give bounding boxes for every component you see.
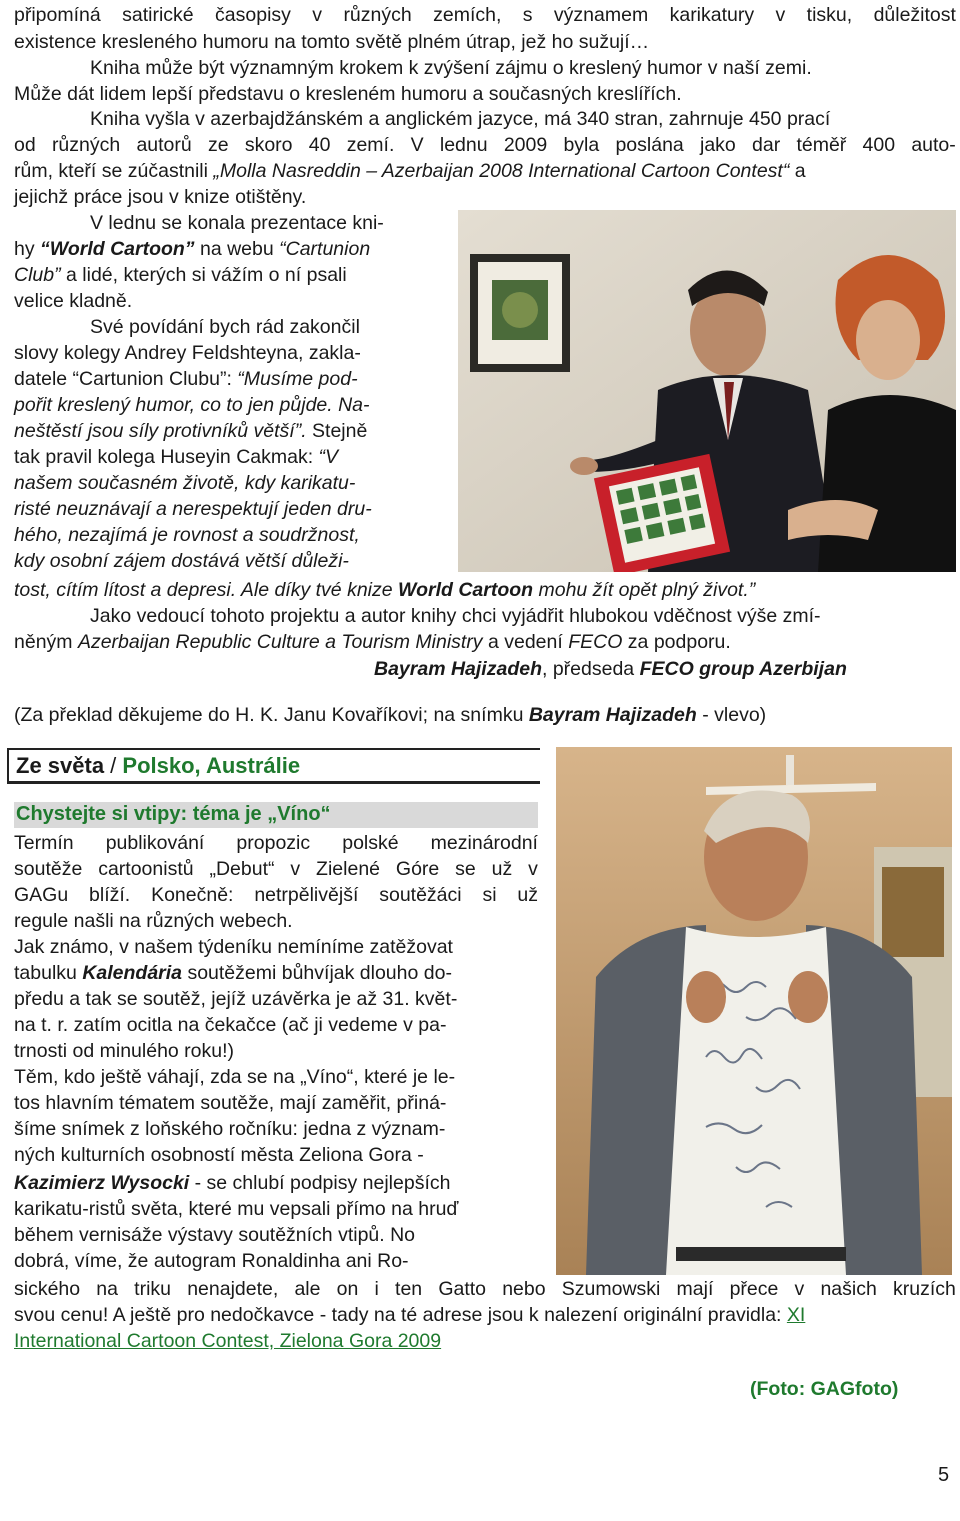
quote: neštěstí jsou síly protivníků větší”. (14, 420, 307, 442)
text: soutěžemi bůhvíjak dlouho do- (182, 962, 452, 984)
section-name: Ze světa (16, 753, 105, 778)
article2-line-20 (14, 1328, 441, 1354)
text: Kniha vyšla v azerbajdžánském a anglickém jazyce, má 340 stran, zahrnuje 450 prací (90, 108, 831, 130)
article2-line-1 (14, 830, 538, 856)
text: během vernisáže výstavy soutěžních vtipů. No (14, 1224, 416, 1246)
word: V (410, 134, 424, 156)
contest-name: „Molla Nasreddin – Azerbaijan 2008 International Cartoon Contest“ (213, 160, 790, 182)
book-presentation-photo (458, 210, 956, 572)
text: velice kladně. (14, 290, 133, 312)
text: ných kulturních osobností města Zeliona Gora - (14, 1144, 424, 1166)
word: mezinárodní (430, 832, 538, 854)
ministry-name: Azerbaijan Republic Culture a Tourism Ministry (77, 631, 483, 653)
word: v (528, 858, 538, 880)
article1-line-1 (14, 2, 956, 28)
article2-line-6 (14, 960, 452, 986)
word: od (14, 134, 36, 156)
word: 2009 (503, 134, 548, 156)
section-title (16, 753, 300, 779)
text: slovy kolegy Andrey Feldshteyna, zakla- (14, 342, 361, 364)
word: si (482, 884, 497, 906)
author-name: Bayram Hajizadeh (374, 658, 542, 680)
text: a (789, 160, 806, 182)
article2-line-14 (14, 1170, 450, 1196)
word: 40 (308, 134, 331, 156)
word: v (775, 4, 786, 26)
word: autorů (136, 134, 192, 156)
text: na webu (194, 238, 280, 260)
word: polské (342, 832, 399, 854)
word: poslána (615, 134, 684, 156)
rules-link-start[interactable]: XI (786, 1304, 806, 1326)
article1-line-2 (14, 29, 649, 55)
article1-line-16 (14, 392, 370, 418)
text: regule našli na různých webech. (14, 910, 293, 932)
word: Termín (14, 832, 74, 854)
article1-line-5 (90, 106, 830, 132)
word: 400 (862, 134, 896, 156)
word: ale (294, 1278, 321, 1300)
person-name: Kazimierz Wysocki (14, 1172, 190, 1194)
article1-line-20 (14, 496, 372, 522)
article2-line-5 (14, 934, 453, 960)
article1-line-18 (14, 444, 338, 470)
text: něným (14, 631, 78, 653)
article1-line-9 (90, 210, 384, 236)
article1-signature (374, 656, 847, 682)
subhead-text: Chystejte si vtipy: téma je „Víno“ (16, 803, 331, 825)
quote: risté neuznávají a nerespektují jeden dru- (14, 498, 372, 520)
word: on (336, 1278, 359, 1300)
word: lednu (439, 134, 488, 156)
article2-line-7 (14, 986, 457, 1012)
article1-line-21 (14, 522, 360, 548)
word: v (794, 1278, 805, 1300)
header-rule-bottom (7, 781, 540, 784)
word: triku (134, 1278, 172, 1300)
text: Stejně (306, 420, 368, 442)
word: skoro (244, 134, 293, 156)
header-rule-top (7, 748, 540, 750)
word: přece (729, 1278, 779, 1300)
word: významem (553, 4, 649, 26)
article1-line-22 (14, 548, 349, 574)
article1-line-25 (14, 629, 731, 655)
article2-line-18 (14, 1276, 956, 1302)
article2-line-10 (14, 1064, 455, 1090)
text: trnosti od minulého roku!) (14, 1040, 235, 1062)
text: V lednu se konala prezentace kni- (90, 212, 384, 234)
article1-line-23 (14, 577, 755, 603)
article1-line-24 (90, 603, 821, 629)
word: Szumowski (561, 1278, 661, 1300)
photo-credit (750, 1376, 898, 1402)
text: Kniha může být významným krokem k zvýšení zájmu o kreslený humor v naší zemi. (90, 57, 812, 79)
word: „Debut“ (209, 858, 275, 880)
text: - vlevo) (696, 704, 767, 726)
quote: mohu žít opět plný život.” (533, 579, 756, 601)
word: s (522, 4, 533, 26)
article2-line-19 (14, 1302, 805, 1328)
page-number: 5 (938, 1464, 950, 1486)
word: nenajdete, (187, 1278, 279, 1300)
text: Těm, kdo ještě váhají, zda se na „Víno“, které je le- (14, 1066, 456, 1088)
article1-line-6 (14, 132, 956, 158)
word: Konečně: (151, 884, 234, 906)
word: už (517, 884, 538, 906)
word: auto- (911, 134, 956, 156)
text: tabulku (14, 962, 83, 984)
word: v (290, 858, 301, 880)
club-name: “Cartunion (279, 238, 371, 260)
book-title: “World Cartoon” (40, 238, 195, 260)
word: jako (700, 134, 736, 156)
text: datele “Cartunion Clubu”: (14, 368, 238, 390)
word: se (455, 858, 476, 880)
word: důležitost (873, 4, 956, 26)
person-name: Bayram Hajizadeh (528, 704, 697, 726)
article1-line-15 (14, 366, 358, 392)
article2-line-8 (14, 1012, 446, 1038)
word: i (374, 1278, 379, 1300)
rules-link[interactable]: International Cartoon Contest, Zielona Gora 2009 (14, 1330, 442, 1352)
header-rule-left (7, 748, 9, 784)
word: sického (14, 1278, 81, 1300)
text: rům, kteří se zúčastnili (14, 160, 214, 182)
article2-line-9 (14, 1038, 234, 1064)
word: našich (820, 1278, 877, 1300)
word: cartoonistů (98, 858, 194, 880)
org-name: FECO (568, 631, 623, 653)
text: jejichž práce jsou v knize otištěny. (14, 186, 307, 208)
text: a lidé, kterých si vážím o ní psali (60, 264, 347, 286)
word: publikování (105, 832, 205, 854)
text: - se chlubí podpisy nejlepších (189, 1172, 451, 1194)
word: ze (207, 134, 229, 156)
club-name: Club” (14, 264, 61, 286)
text: na t. r. zatím ocitla na čekačce (ač ji vedeme v pa- (14, 1014, 447, 1036)
book-title: World Cartoon (398, 579, 534, 601)
word: satirické (122, 4, 194, 26)
quote: pořit kreslený humor, co to jen půjde. Na- (14, 394, 370, 416)
text: , předseda (542, 658, 640, 680)
word: Góre (395, 858, 440, 880)
text: karikatu-ristů světa, které mu vepsali přímo na hruď (14, 1198, 459, 1220)
word: časopisy (215, 4, 291, 26)
text: za podporu. (622, 631, 731, 653)
text: Jak známo, v našem týdeníku nemíníme zatěžovat (14, 936, 453, 958)
article1-line-11 (14, 262, 347, 288)
article1-line-12 (14, 288, 132, 314)
word: téměř (796, 134, 847, 156)
word: Zielené (316, 858, 381, 880)
quote: “V (318, 446, 339, 468)
quote: tost, cítím lítost a depresi. Ale díky tvé knize (14, 579, 399, 601)
word: ten (395, 1278, 423, 1300)
article1-line-14 (14, 340, 361, 366)
text: šíme snímek z loňského ročníku: jedna z význam- (14, 1118, 446, 1140)
word: karikatury (669, 4, 755, 26)
org-name: FECO group Azerbijan (639, 658, 847, 680)
word: propozic (236, 832, 311, 854)
word: netrpělivější (254, 884, 359, 906)
article2-line-11 (14, 1090, 446, 1116)
word: na (96, 1278, 118, 1300)
word: soutěže (14, 858, 83, 880)
column-name: Kalendária (82, 962, 183, 984)
article2-line-2 (14, 856, 538, 882)
text: tak pravil kolega Huseyin Cakmak: (14, 446, 319, 468)
quote: kdy osobní zájem dostává větší důleži- (14, 550, 349, 572)
photo-illustration (458, 210, 956, 572)
quote: našem současném životě, kdy karikatu- (14, 472, 356, 494)
text: Jako vedoucí tohoto projektu a autor knihy chci vyjádřit hlubokou vděčnost výše zmí- (90, 605, 821, 627)
photo-illustration (556, 747, 952, 1275)
word: různých (343, 4, 412, 26)
word: v (312, 4, 323, 26)
word: blíží. (89, 884, 131, 906)
word: připomíná (14, 4, 101, 26)
text: Své povídání bych rád zakončil (90, 316, 360, 338)
text: a vedení (482, 631, 569, 653)
quote: “Musíme pod- (237, 368, 358, 390)
article2-line-15 (14, 1196, 458, 1222)
text: svou cenu! A ještě pro nedočkavce - tady na té adrese jsou k nalezení originální pravidla: (14, 1304, 787, 1326)
word: Gatto (438, 1278, 487, 1300)
text: Může dát lidem lepší představu o kresleném humoru a současných kreslířích. (14, 83, 682, 105)
word: soutěžáci (379, 884, 462, 906)
separator: / (104, 753, 123, 778)
article2-line-17 (14, 1248, 409, 1274)
word: GAGu (14, 884, 69, 906)
article1-line-10 (14, 236, 370, 262)
article1-line-7 (14, 158, 806, 184)
word: dar (752, 134, 781, 156)
section-header (7, 748, 540, 784)
word: kruzích (892, 1278, 956, 1300)
article2-line-16 (14, 1222, 415, 1248)
article1-line-13 (90, 314, 360, 340)
text: (Za překlad děkujeme do H. K. Janu Kovaříkovi; na snímku (14, 704, 529, 726)
word: nebo (502, 1278, 546, 1300)
article1-line-17 (14, 418, 367, 444)
article2-line-4 (14, 908, 293, 934)
article2-subhead (14, 802, 538, 828)
text: tos hlavním tématem soutěže, mají zaměřit, přiná- (14, 1092, 447, 1114)
quote: hého, nezajímá je rovnost a soudržnost, (14, 524, 360, 546)
word: zemích, (433, 4, 502, 26)
article1-caption (14, 702, 766, 728)
article2-line-12 (14, 1116, 445, 1142)
word: byla (563, 134, 600, 156)
article1-line-3 (90, 55, 812, 81)
article1-line-19 (14, 470, 355, 496)
word: tisku, (806, 4, 853, 26)
text: předu a tak se soutěž, jejíž uzávěrka je až 31. květ- (14, 988, 458, 1010)
word: zemí. (346, 134, 395, 156)
word: různých (51, 134, 121, 156)
article2-line-3 (14, 882, 538, 908)
photo-credit-text: (Foto: GAGfoto) (750, 1378, 899, 1400)
word: už (491, 858, 513, 880)
text: dobrá, víme, že autogram Ronaldinha ani Ro- (14, 1250, 409, 1272)
word: mají (676, 1278, 714, 1300)
text: existence kresleného humoru na tomto světě plném útrap, jež ho sužují… (14, 31, 650, 53)
text: hy (14, 238, 41, 260)
article1-line-4 (14, 81, 682, 107)
article1-line-8 (14, 184, 306, 210)
signed-tshirt-photo (556, 747, 952, 1275)
section-region: Polsko, Austrálie (122, 753, 301, 778)
article2-line-13 (14, 1142, 424, 1168)
